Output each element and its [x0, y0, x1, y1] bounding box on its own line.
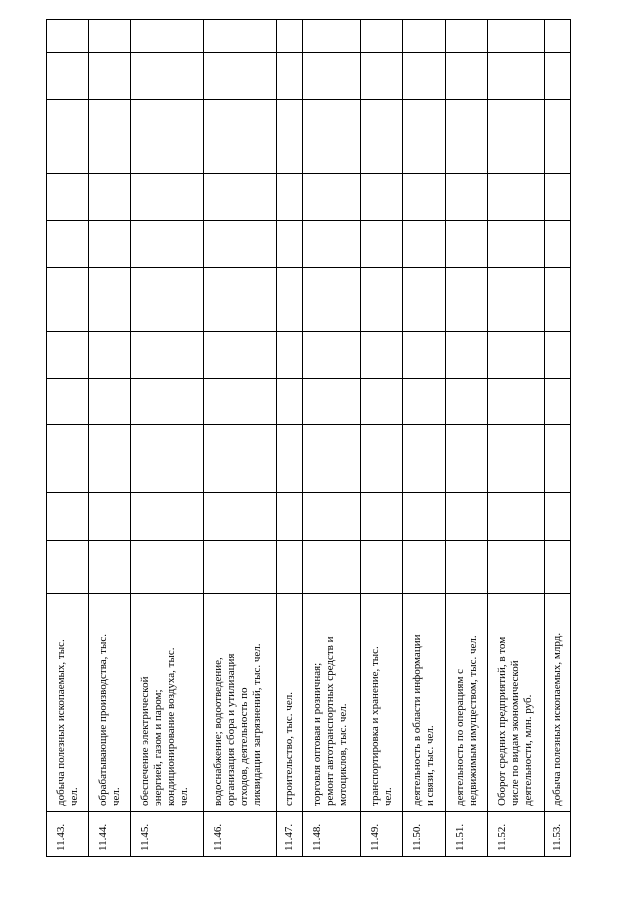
- table-gridline: [46, 593, 571, 594]
- table-gridline: [46, 173, 571, 174]
- table-gridline: [46, 540, 571, 541]
- table-gridline: [46, 52, 571, 53]
- table-gridline: [46, 99, 571, 100]
- table-gridline: [402, 19, 403, 857]
- table-gridline: [445, 19, 446, 857]
- table-gridline: [88, 19, 89, 857]
- table-frame: [46, 19, 571, 857]
- document-page: 11.43. добыча полезных ископаемых, тыс. чел. 11.44. обрабатывающие производства, тыс. чел. 11.45. обеспечение электрической энергией, газом и паром; кондиционирование воздуха, тыс. чел. 11.46. водоснабжение; водоотведение, организация сбора и утилизация отходов, деятельность по ликвидации загрязнений, тыс. чел. 11.47. строительство, тыс. чел. 11.48. торговля оптовая и розничная; ремонт автотранспортных средств и мотоциклов, тыс. чел. 11.49. транспортировка и хранение, тыс. чел. 11.50. деятельность в области информации и связи, тыс. чел. 11.51. деятельность по операциям с недвижимым имуществом, тыс. чел. 11.52. Оборот средних предприятий, в том числе по видам экономической деятельности, млн. руб. 11.53. добыча полезных ископаемых, млрд.: [0, 0, 640, 905]
- table-gridline: [46, 378, 571, 379]
- table-gridline: [46, 220, 571, 221]
- table-gridline: [46, 424, 571, 425]
- table-gridline: [302, 19, 303, 857]
- table-gridline: [276, 19, 277, 857]
- table-gridline: [360, 19, 361, 857]
- table-gridline: [46, 331, 571, 332]
- table-gridline: [203, 19, 204, 857]
- table-gridline: [544, 19, 545, 857]
- table-gridline: [46, 267, 571, 268]
- table-gridline: [130, 19, 131, 857]
- table-gridline: [46, 492, 571, 493]
- table-gridline: [46, 811, 571, 812]
- table-gridline: [487, 19, 488, 857]
